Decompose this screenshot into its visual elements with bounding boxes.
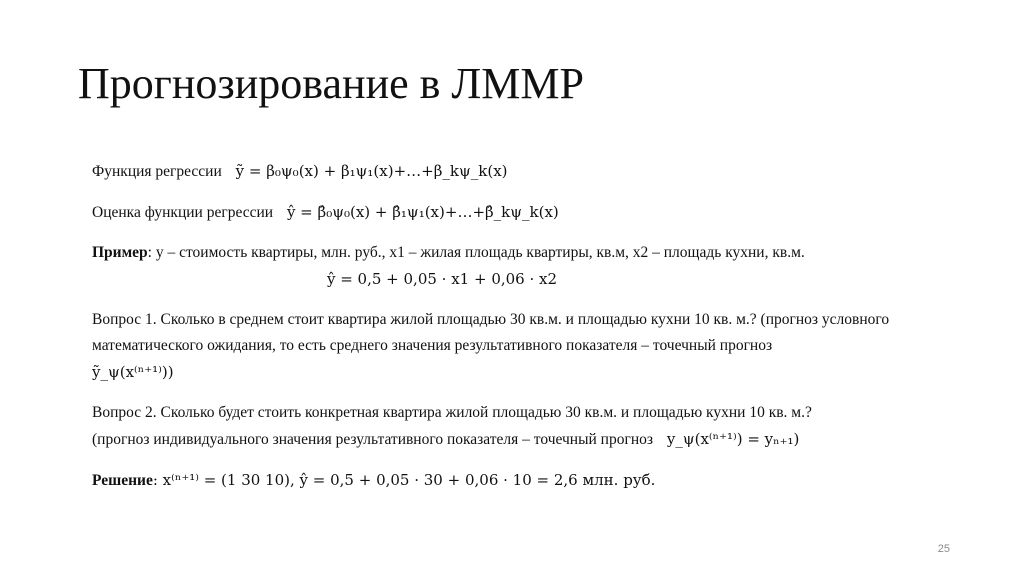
question2 [92,400,952,453]
question2-line1: Вопрос 2. Сколько будет стоить конкретная квартира жилой площадью 30 кв.м. и площадью кухни 10 кв. м.? [92,404,812,421]
regression-label: Функция регрессии [92,163,222,180]
solution-formula: : x⁽ⁿ⁺¹⁾ = (1 30 10), ŷ = 0,5 + 0,05 · 30 + 0,06 · 10 = 2,6 млн. руб. [152,471,656,489]
slide-number: 25 [937,543,950,555]
estimate-row [92,199,952,226]
estimate-formula: ŷ = β̂₀ψ₀(x) + β̂₁ψ₁(x)+…+β̂_kψ_k(x) [286,203,559,221]
example-label: Пример [92,244,148,261]
regression-row [92,158,952,185]
example-text: : y – стоимость квартиры, млн. руб., x1 – жилая площадь квартиры, кв.м, x2 – площадь кухни, кв.м. [147,244,805,261]
question2-line2-row [92,426,952,453]
question1 [92,307,952,386]
slide-title: Прогнозирование в ЛММР [78,59,584,108]
example-formula-row [92,266,792,293]
estimate-label: Оценка функции регрессии [92,204,274,221]
slide-content [92,158,952,494]
example-row [92,240,952,266]
solution-row [92,467,952,494]
question1-formula: ỹ_ψ(x⁽ⁿ⁺¹⁾)) [92,363,174,381]
question2-line2: (прогноз индивидуального значения результативного показателя – точечный прогноз [92,431,653,448]
question1-text: Вопрос 1. Сколько в среднем стоит квартира жилой площадью 30 кв.м. и площадью кухни 10 кв. м.? (прогноз условного математического ожидания, то есть среднего значения результативного показателя – точечный прогноз [92,311,890,354]
question2-formula: y_ψ(x⁽ⁿ⁺¹⁾) = yₙ₊₁) [666,430,800,448]
regression-formula: ỹ = β₀ψ₀(x) + β₁ψ₁(x)+…+β_kψ_k(x) [235,162,508,180]
example-formula: ŷ = 0,5 + 0,05 · x1 + 0,06 · x2 [326,270,558,288]
solution-label: Решение [92,472,153,489]
